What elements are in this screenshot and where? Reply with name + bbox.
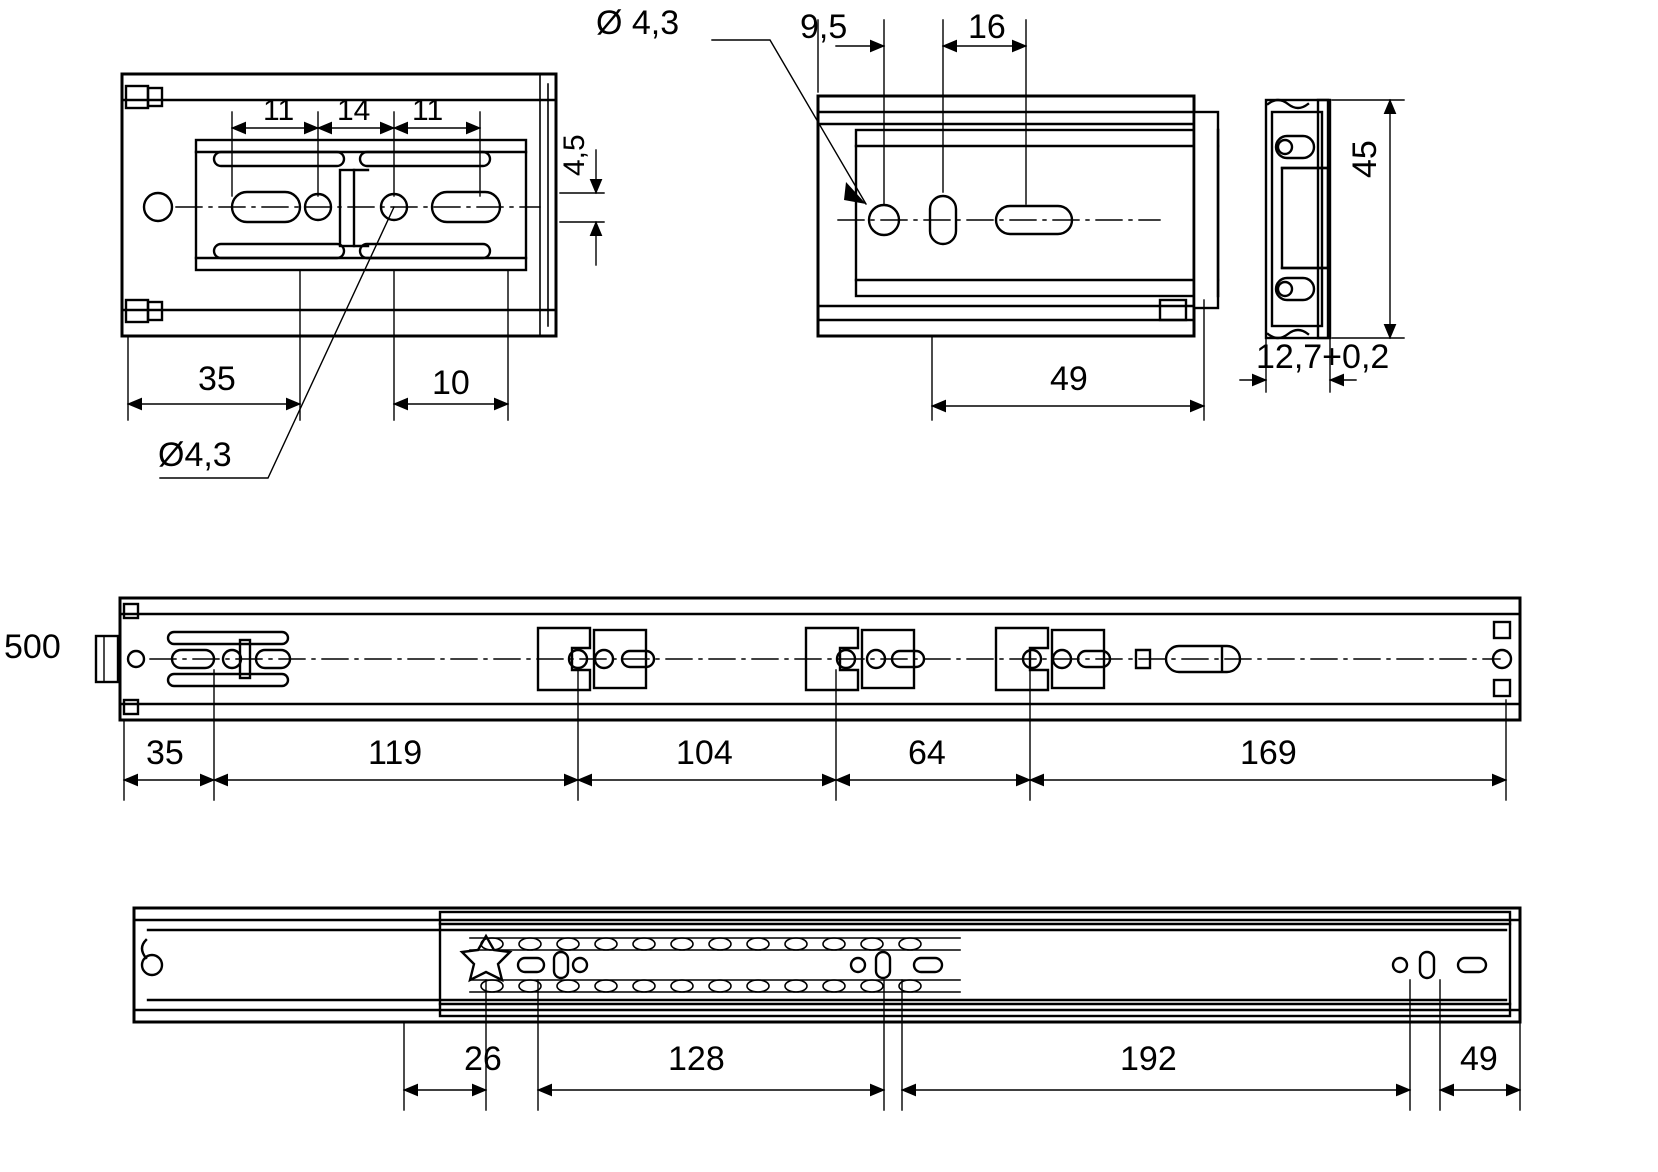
dim-45-section: 45	[1346, 140, 1384, 178]
cross-section-view	[1266, 100, 1330, 338]
dim-10: 10	[432, 364, 470, 402]
side-rail-detail-view	[818, 96, 1218, 336]
full-length-side-view	[134, 908, 1520, 1022]
dim-11-a: 11	[263, 94, 295, 127]
dim-top-169: 169	[1240, 734, 1297, 772]
dim-bot-128: 128	[668, 1040, 725, 1078]
dim-top-104: 104	[676, 734, 733, 772]
dim-bot-49: 49	[1460, 1040, 1498, 1078]
hole-dia-top-label: Ø 4,3	[596, 4, 680, 42]
dim-bot-26: 26	[464, 1040, 502, 1078]
dim-49-detail: 49	[1050, 360, 1088, 398]
dim-35-detail: 35	[198, 360, 236, 398]
dim-500-length: 500	[4, 628, 61, 666]
dim-4-5: 4,5	[558, 134, 591, 176]
dim-16: 16	[968, 8, 1006, 46]
hole-dia-left-label: Ø4,3	[158, 436, 232, 474]
dim-top-119: 119	[368, 734, 423, 772]
dim-top-35: 35	[146, 734, 184, 772]
dim-bot-192: 192	[1120, 1040, 1177, 1078]
dim-9-5: 9,5	[800, 8, 848, 46]
dim-top-64: 64	[908, 734, 946, 772]
full-length-top-view	[96, 598, 1520, 720]
dim-12-7: 12,7+0,2	[1256, 338, 1390, 376]
dim-11-b: 11	[412, 94, 444, 127]
dim-14: 14	[337, 94, 371, 127]
dimension-lines-view4	[96, 636, 1506, 800]
